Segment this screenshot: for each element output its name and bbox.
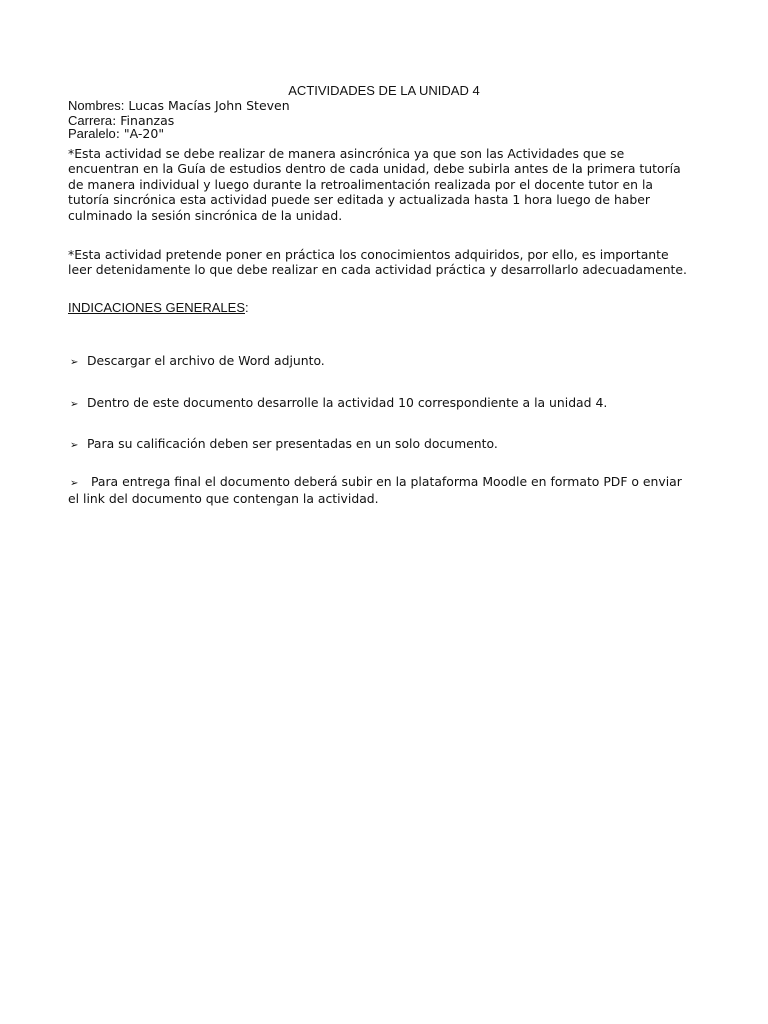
arrow-bullet-icon: ➢ [70,440,79,451]
heading-text: INDICACIONES GENERALES [68,300,245,315]
list-item-text: Para entrega final el documento deberá subir en la plataforma Moodle en formato PDF o enviar [87,474,682,489]
paragraph-objetivo [68,247,708,278]
list-item-text: Descargar el archivo de Word adjunto. [87,353,325,368]
list-item-text: Dentro de este documento desarrolle la actividad 10 correspondiente a la unidad 4. [87,395,608,410]
paragraph-line: culminado la sesión sincrónica de la unidad. [68,207,343,223]
carrera-label: Carrera [68,113,113,128]
nombres-value: Lucas Macías John Steven [124,98,290,113]
paragraph-line: encuentran en la Guía de estudios dentro de cada unidad, debe subirla antes de la primera tutoría [68,161,681,177]
paralelo-value: "A-20" [119,126,165,141]
heading-colon: : [245,300,249,315]
paragraph-line: de manera individual y luego durante la retroalimentación realizada por el docente tutor en la [68,176,653,192]
section-heading [68,300,249,315]
paralelo-field [68,127,164,141]
document-title: ACTIVIDADES DE LA UNIDAD 4 [288,83,480,98]
nombres-field [68,99,290,113]
paragraph-line: leer detenidamente lo que debe realizar en cada actividad práctica y desarrollarlo adecuadamente. [68,262,687,278]
list-item [70,436,498,453]
paragraph-line: *Esta actividad pretende poner en práctica los conocimientos adquiridos, por ello, es importante [68,247,669,262]
arrow-bullet-icon: ➢ [70,399,79,410]
paralelo-colon: : [115,126,120,141]
paragraph-line: *Esta actividad se debe realizar de manera asincrónica ya que son las Actividades que se [68,146,625,161]
nombres-label: Nombres: [68,98,125,113]
carrera-colon: : [112,113,117,128]
list-item [70,395,607,412]
arrow-bullet-icon: ➢ [70,478,79,489]
paralelo-label: Paralelo [68,126,116,141]
paragraph-line: tutoría sincrónica esta actividad puede ser editada y actualizada hasta 1 hora luego de haber [68,192,650,208]
list-item-text-continuation: el link del documento que contengan la actividad. [68,491,379,507]
list-item [70,474,682,507]
list-item [70,353,325,370]
list-item-text: Para su calificación deben ser presentadas en un solo documento. [87,436,498,451]
paragraph-asincronica [68,146,708,223]
arrow-bullet-icon: ➢ [70,357,79,368]
carrera-value: Finanzas [116,113,175,128]
